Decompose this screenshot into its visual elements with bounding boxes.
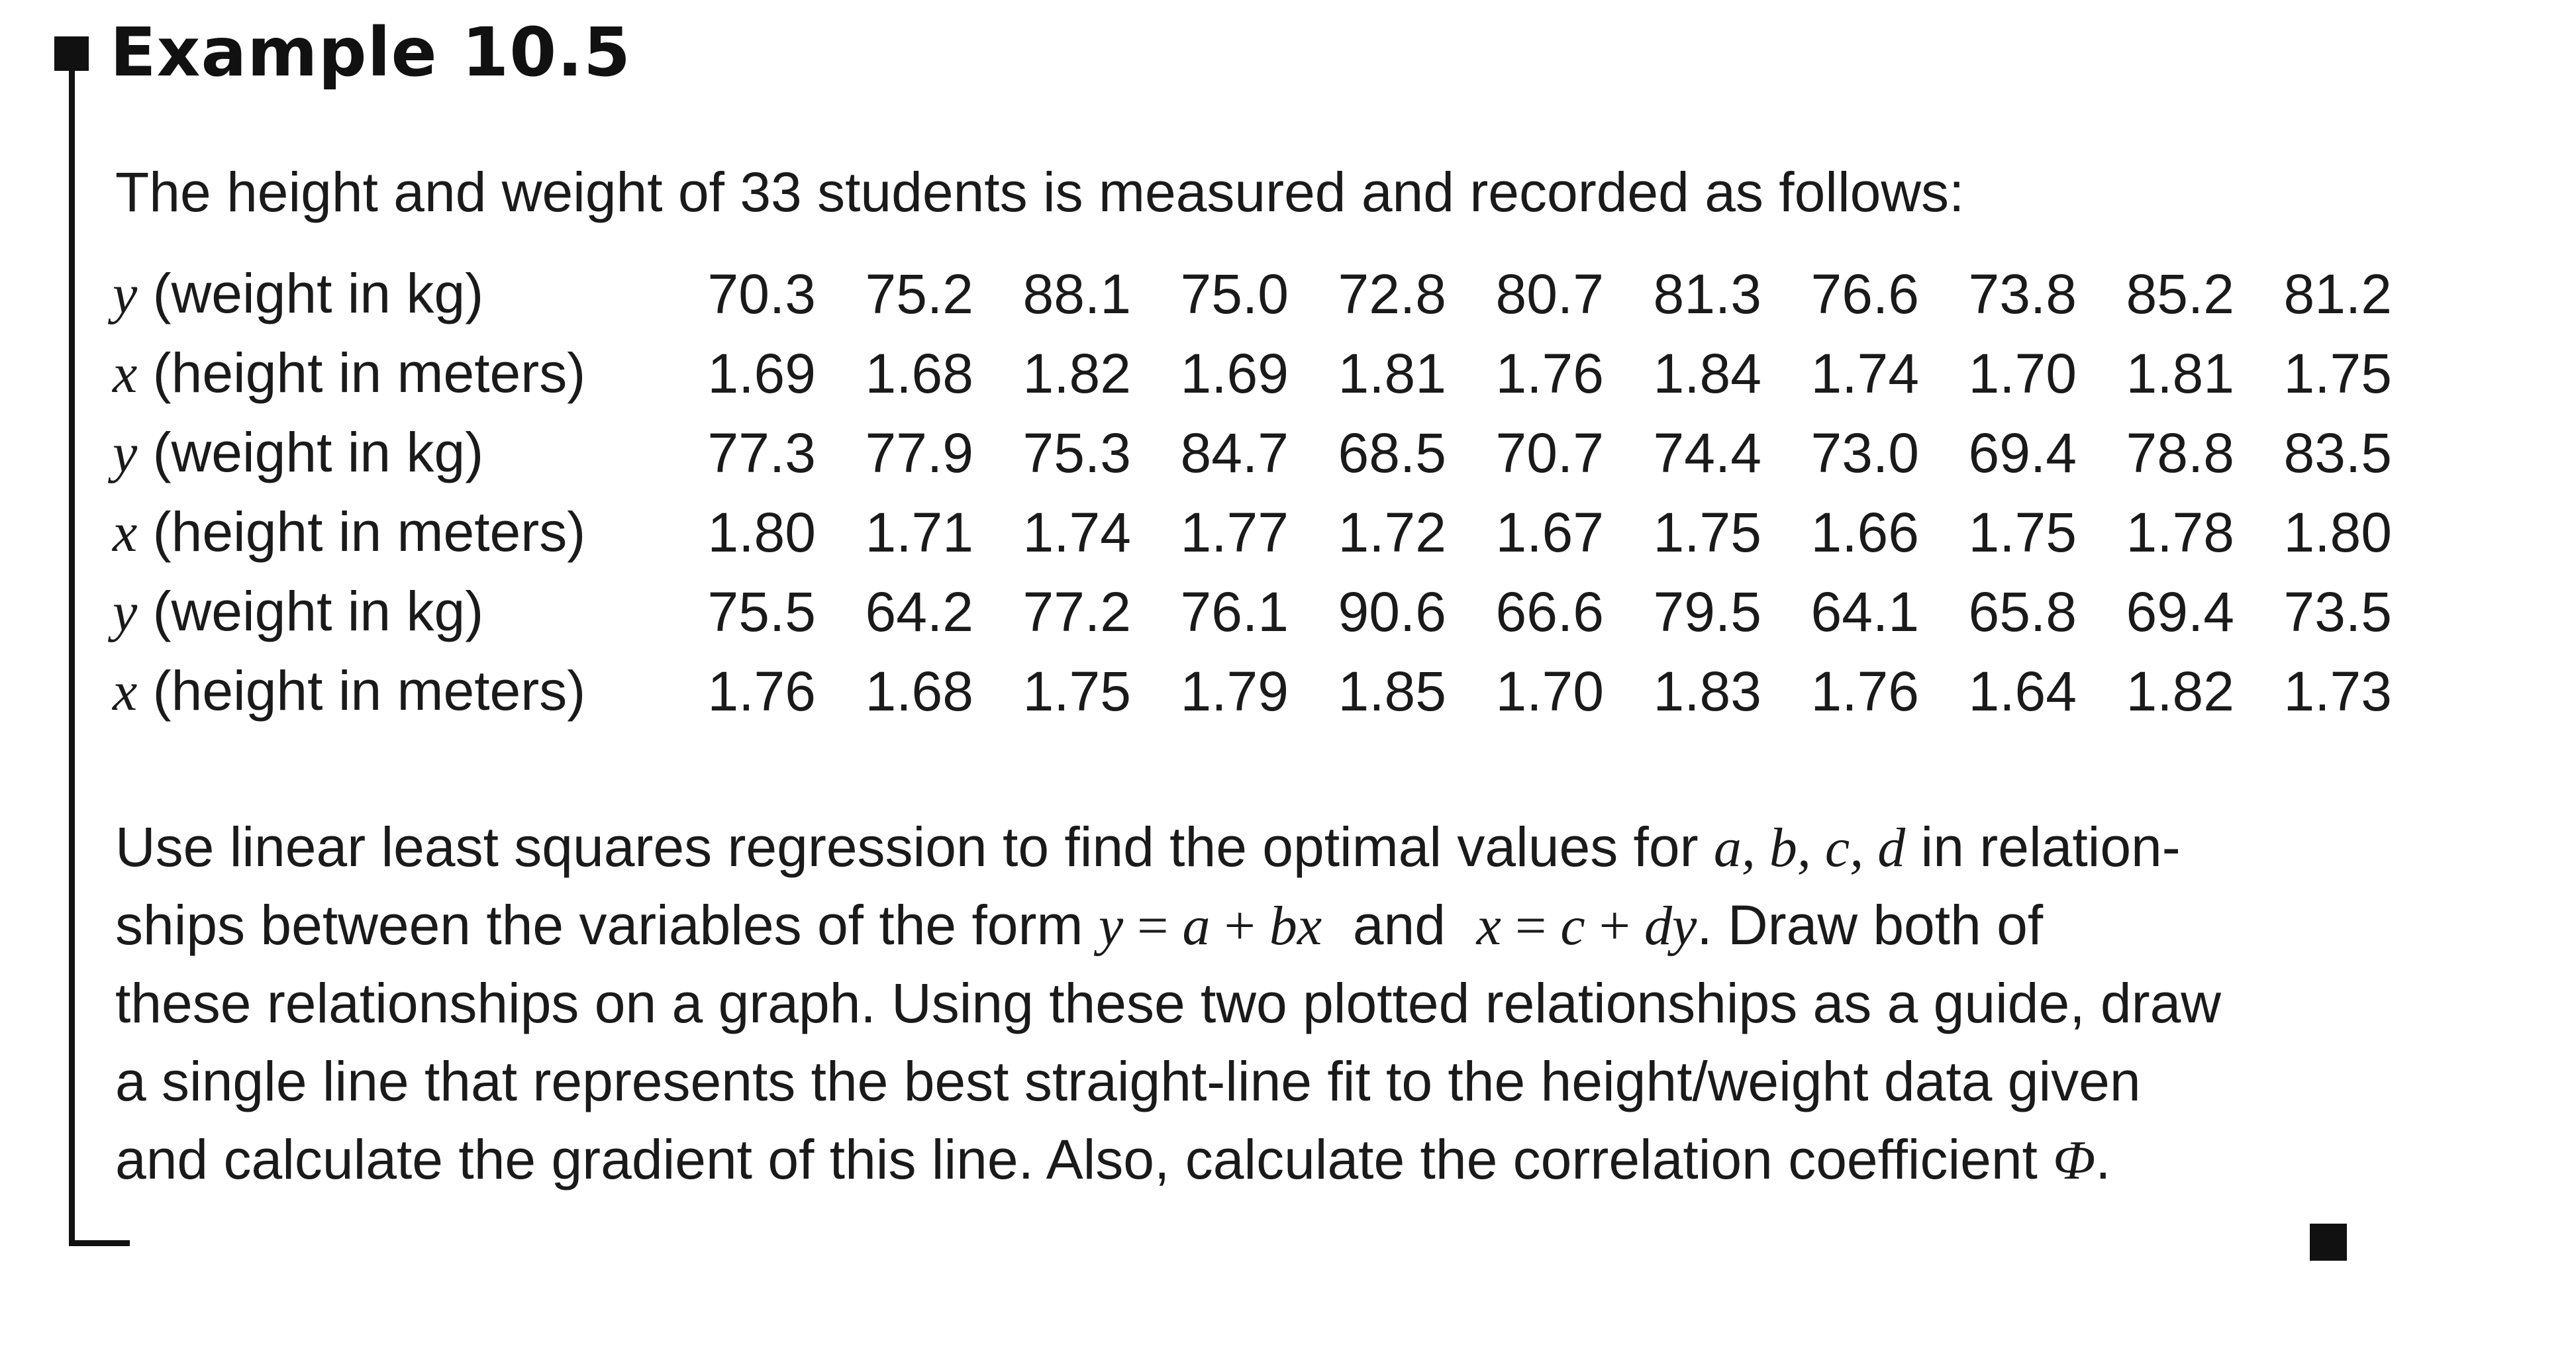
- math-symbol: a: [1182, 895, 1211, 957]
- table-cell: 1.75: [1968, 501, 2077, 563]
- question-text: in relation-: [1905, 816, 2181, 878]
- table-cell: 1.80: [707, 501, 816, 563]
- table-cell: 1.74: [1810, 342, 1919, 405]
- table-cell: 1.64: [1968, 659, 2077, 722]
- table-cell: 73.5: [2283, 580, 2392, 643]
- table-cell: 1.77: [1180, 501, 1289, 563]
- table-cell: 76.1: [1180, 580, 1289, 643]
- table-cell: 77.2: [1022, 580, 1131, 643]
- variables-list: a, b, c, d: [1713, 817, 1906, 879]
- table-cell: 1.82: [1022, 342, 1131, 405]
- table-cell: 1.79: [1180, 659, 1289, 722]
- question-line-1: [115, 808, 2360, 886]
- example-left-rule: [69, 54, 75, 1246]
- table-cell: 64.1: [1810, 580, 1919, 643]
- table-cell: 88.1: [1022, 262, 1131, 325]
- table-cell: 75.3: [1022, 421, 1131, 484]
- math-operator: +: [1210, 895, 1269, 957]
- math-symbol: dy: [1644, 895, 1697, 957]
- table-cell: 75.2: [865, 262, 973, 325]
- question-text: . Draw both of: [1697, 894, 2044, 956]
- row-variable: x: [113, 343, 138, 405]
- table-cell: 1.70: [1495, 659, 1604, 722]
- table-row: [110, 413, 2392, 493]
- table-cell: 1.69: [707, 342, 816, 405]
- row-variable: x: [113, 661, 138, 722]
- row-label: [110, 254, 658, 334]
- table-cell: 1.67: [1495, 501, 1604, 563]
- table-cell: 79.5: [1653, 580, 1761, 643]
- data-table: [110, 254, 2392, 731]
- row-label-text: (height in meters): [137, 342, 586, 404]
- table-cell: 75.5: [707, 580, 816, 643]
- table-cell: 1.81: [2126, 342, 2234, 405]
- table-row: [110, 652, 2392, 731]
- math-operator: +: [1585, 895, 1645, 957]
- table-cell: 81.2: [2283, 262, 2392, 325]
- data-table-body: [110, 254, 2392, 731]
- equation-x-on-y: [1477, 895, 1697, 957]
- table-cell: 85.2: [2126, 262, 2234, 325]
- table-cell: 1.82: [2126, 659, 2234, 722]
- table-cell: 1.73: [2283, 659, 2392, 722]
- table-cell: 77.3: [707, 421, 816, 484]
- table-cell: 1.75: [1653, 501, 1761, 563]
- table-cell: 1.74: [1022, 501, 1131, 563]
- correlation-symbol: Φ: [2053, 1130, 2096, 1191]
- example-title: Example 10.5: [110, 13, 631, 92]
- question-line-3: these relationships on a graph. Using these two plotted relationships as a guide, draw: [115, 972, 2221, 1034]
- example-bottom-rule: [69, 1240, 130, 1246]
- table-cell: 1.71: [865, 501, 973, 563]
- example-end-marker: [2310, 1224, 2347, 1261]
- table-cell: 72.8: [1338, 262, 1446, 325]
- table-cell: 68.5: [1338, 421, 1446, 484]
- table-cell: 1.78: [2126, 501, 2234, 563]
- table-cell: 81.3: [1653, 262, 1761, 325]
- question-line-2: [115, 886, 2360, 964]
- table-cell: 70.3: [707, 262, 816, 325]
- table-cell: 69.4: [1968, 421, 2077, 484]
- table-cell: 1.72: [1338, 501, 1446, 563]
- table-cell: 74.4: [1653, 421, 1761, 484]
- table-cell: 1.81: [1338, 342, 1446, 405]
- table-cell: 1.68: [865, 659, 973, 722]
- row-label: [110, 493, 658, 572]
- math-symbol: bx: [1269, 895, 1322, 957]
- math-symbol: x: [1476, 895, 1501, 957]
- table-cell: 1.66: [1810, 501, 1919, 563]
- table-cell: 1.75: [1022, 659, 1131, 722]
- table-cell: 83.5: [2283, 421, 2392, 484]
- table-cell: 1.75: [2283, 342, 2392, 405]
- table-cell: 1.80: [2283, 501, 2392, 563]
- row-label-text: (height in meters): [137, 501, 586, 563]
- table-cell: 1.76: [707, 659, 816, 722]
- table-row: [110, 493, 2392, 572]
- math-symbol: c: [1560, 895, 1585, 957]
- row-variable: y: [113, 581, 138, 643]
- row-variable: y: [113, 264, 138, 325]
- row-label: [110, 652, 658, 731]
- table-cell: 1.76: [1495, 342, 1604, 405]
- table-cell: 69.4: [2126, 580, 2234, 643]
- table-cell: 1.70: [1968, 342, 2077, 405]
- table-cell: 90.6: [1338, 580, 1446, 643]
- question-text: ships between the variables of the form: [115, 894, 1099, 956]
- table-cell: 77.9: [865, 421, 973, 484]
- row-label: [110, 413, 658, 493]
- table-cell: 1.69: [1180, 342, 1289, 405]
- table-cell: 73.8: [1968, 262, 2077, 325]
- equation-y-on-x: [1099, 895, 1322, 957]
- question-line-4: a single line that represents the best straight-line fit to the height/weight data given: [115, 1050, 2141, 1112]
- table-cell: 73.0: [1810, 421, 1919, 484]
- math-operator: =: [1123, 895, 1183, 957]
- table-cell: 1.84: [1653, 342, 1761, 405]
- table-cell: 1.85: [1338, 659, 1446, 722]
- table-cell: 70.7: [1495, 421, 1604, 484]
- math-operator: =: [1501, 895, 1561, 957]
- table-cell: 76.6: [1810, 262, 1919, 325]
- table-row: [110, 254, 2392, 334]
- table-cell: 1.68: [865, 342, 973, 405]
- question-text: .: [2095, 1128, 2111, 1191]
- table-cell: 1.76: [1810, 659, 1919, 722]
- question-text: and: [1322, 894, 1477, 956]
- row-label-text: (weight in kg): [137, 262, 484, 324]
- row-variable: x: [113, 502, 138, 563]
- table-cell: 66.6: [1495, 580, 1604, 643]
- table-cell: 64.2: [865, 580, 973, 643]
- table-cell: 80.7: [1495, 262, 1604, 325]
- table-cell: 75.0: [1180, 262, 1289, 325]
- table-row: [110, 572, 2392, 652]
- table-cell: 78.8: [2126, 421, 2234, 484]
- table-row: [110, 334, 2392, 413]
- row-label-text: (weight in kg): [137, 421, 484, 483]
- question-text: and calculate the gradient of this line. Also, calculate the correlation coefficient: [115, 1128, 2054, 1191]
- row-variable: y: [113, 422, 138, 484]
- table-cell: 65.8: [1968, 580, 2077, 643]
- row-label-text: (weight in kg): [137, 580, 484, 642]
- table-cell: 1.83: [1653, 659, 1761, 722]
- question-paragraph: [115, 808, 2360, 1198]
- intro-paragraph: The height and weight of 33 students is measured and recorded as follows:: [115, 161, 1965, 223]
- row-label-text: (height in meters): [137, 659, 586, 722]
- question-line-5: [115, 1120, 2360, 1198]
- row-label: [110, 334, 658, 413]
- math-symbol: y: [1098, 895, 1124, 957]
- row-label: [110, 572, 658, 652]
- table-cell: 84.7: [1180, 421, 1289, 484]
- question-text: Use linear least squares regression to find the optimal values for: [115, 816, 1714, 878]
